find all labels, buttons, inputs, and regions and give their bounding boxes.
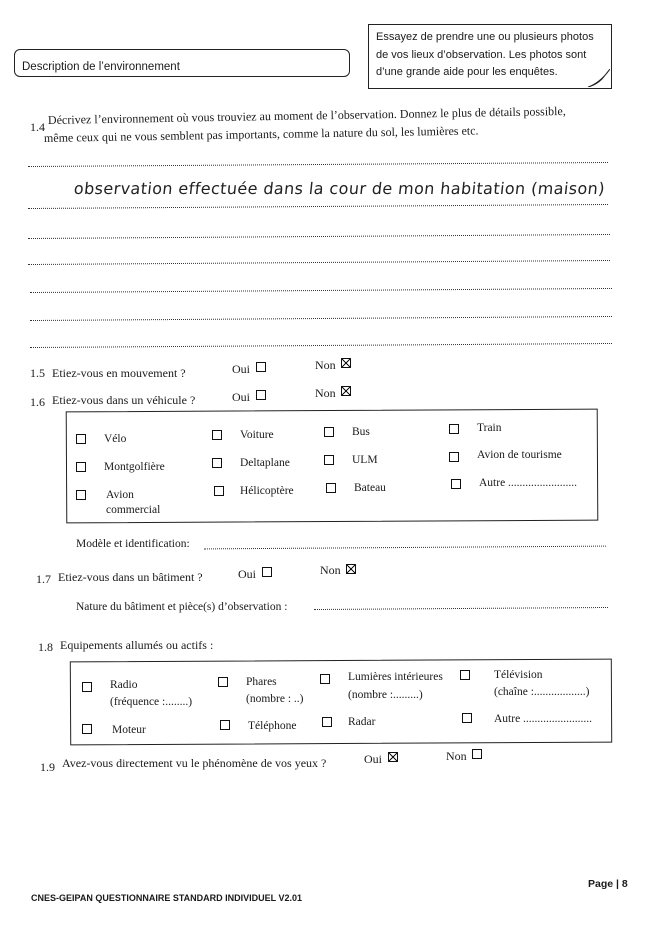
- helicoptere-checkbox[interactable]: [214, 486, 224, 496]
- q19-oui-label: Oui: [364, 752, 382, 766]
- bateau-checkbox[interactable]: [326, 483, 336, 493]
- q14-number: 1.4: [30, 120, 45, 134]
- q17-non-checkbox-checked[interactable]: [346, 564, 356, 574]
- q19-non-checkbox[interactable]: [472, 749, 482, 759]
- helicoptere-label: Hélicoptère: [240, 485, 294, 497]
- avion-tourisme-label: Avion de tourisme: [477, 449, 562, 461]
- montgolfiere-checkbox[interactable]: [76, 462, 86, 472]
- q16-number: 1.6: [30, 395, 45, 409]
- q18-label: Equipements allumés ou actifs :: [60, 638, 214, 652]
- velo-label: Vélo: [104, 433, 127, 445]
- radar-checkbox[interactable]: [322, 717, 332, 727]
- modele-input-line[interactable]: [204, 546, 606, 550]
- page-curl-icon: [588, 69, 610, 87]
- photo-note-line-1: Essayez de prendre une ou plusieurs photos: [376, 31, 594, 43]
- q15-non-checkbox-checked[interactable]: [341, 358, 351, 368]
- q15-label: Etiez-vous en mouvement ?: [52, 366, 186, 380]
- q17-non-label: Non: [320, 563, 341, 577]
- answer-line-5[interactable]: [30, 288, 612, 293]
- radar-label: Radar: [348, 716, 376, 728]
- velo-checkbox[interactable]: [76, 434, 86, 444]
- autre-equipement-label: Autre ........................: [494, 713, 593, 725]
- lumieres-nombre-label: (nombre :.........): [348, 689, 423, 701]
- q14-handwritten-answer: observation effectuée dans la cour de mon habitation (maison): [73, 179, 606, 198]
- ulm-checkbox[interactable]: [324, 455, 334, 465]
- phares-label: Phares: [246, 676, 277, 688]
- answer-line-3[interactable]: [28, 234, 610, 239]
- lumieres-label: Lumières intérieures: [348, 671, 443, 683]
- train-checkbox[interactable]: [449, 424, 459, 434]
- q19-oui-checkbox-checked[interactable]: [388, 752, 398, 762]
- avion-tourisme-checkbox[interactable]: [449, 452, 459, 462]
- television-chaine-label: (chaîne :..................): [494, 686, 590, 698]
- q16-label: Etiez-vous dans un véhicule ?: [52, 393, 196, 407]
- lumieres-checkbox[interactable]: [320, 674, 330, 684]
- q15-number: 1.5: [30, 366, 45, 380]
- bus-checkbox[interactable]: [324, 427, 334, 437]
- radio-checkbox[interactable]: [82, 682, 92, 692]
- nature-batiment-label: Nature du bâtiment et pièce(s) d’observation :: [76, 601, 288, 613]
- voiture-checkbox[interactable]: [212, 430, 222, 440]
- autre-vehicle-label: Autre ........................: [479, 477, 578, 489]
- train-label: Train: [477, 422, 502, 434]
- page-number: Page | 8: [588, 878, 628, 890]
- telephone-label: Téléphone: [248, 720, 297, 732]
- photo-note-line-2: de vos lieux d’observation. Les photos sont: [376, 49, 587, 61]
- answer-line-7[interactable]: [30, 343, 612, 348]
- q17-number: 1.7: [36, 572, 51, 586]
- q19-number: 1.9: [40, 760, 55, 774]
- q16-oui-label: Oui: [232, 390, 250, 404]
- answer-line-6[interactable]: [30, 316, 612, 321]
- voiture-label: Voiture: [240, 429, 274, 441]
- nature-batiment-input-line[interactable]: [314, 607, 608, 610]
- q14-text-line-2: même ceux qui ne vous semblent pas importants, comme la nature du sol, les lumières etc.: [43, 123, 479, 145]
- bus-label: Bus: [352, 426, 370, 438]
- footer-form-id: CNES-GEIPAN QUESTIONNAIRE STANDARD INDIVIDUEL V2.01: [31, 893, 303, 903]
- avion-commercial-label-2: commercial: [106, 504, 161, 516]
- modele-label: Modèle et identification:: [76, 538, 190, 550]
- q16-oui-checkbox[interactable]: [256, 390, 266, 400]
- autre-equipement-checkbox[interactable]: [462, 713, 472, 723]
- photo-note-line-3: d’une grande aide pour les enquêtes.: [376, 66, 558, 78]
- q16-non-label: Non: [315, 386, 336, 400]
- q17-label: Etiez-vous dans un bâtiment ?: [58, 570, 203, 584]
- q17-oui-label: Oui: [238, 567, 256, 581]
- telephone-checkbox[interactable]: [220, 720, 230, 730]
- television-checkbox[interactable]: [460, 670, 470, 680]
- moteur-label: Moteur: [112, 724, 146, 736]
- answer-line-2[interactable]: [28, 204, 608, 209]
- section-title: Description de l’environnement: [22, 61, 180, 73]
- radio-label: Radio: [110, 679, 138, 691]
- answer-line-4[interactable]: [28, 260, 610, 265]
- avion-commercial-label-1: Avion: [106, 489, 134, 501]
- q14-text-line-1: Décrivez l’environnement où vous trouviez au moment de l’observation. Donnez le plus de détails possible,: [47, 103, 566, 127]
- radio-frequence-label: (fréquence :........): [110, 696, 193, 708]
- autre-vehicle-checkbox[interactable]: [451, 479, 461, 489]
- q15-non-label: Non: [315, 358, 336, 372]
- montgolfiere-label: Montgolfière: [104, 461, 165, 473]
- q15-oui-checkbox[interactable]: [256, 362, 266, 372]
- deltaplane-label: Deltaplane: [240, 457, 290, 469]
- avion-commercial-checkbox[interactable]: [76, 490, 86, 500]
- answer-line-1[interactable]: [28, 162, 608, 167]
- bateau-label: Bateau: [354, 482, 386, 494]
- ulm-label: ULM: [352, 454, 378, 466]
- television-label: Télévision: [494, 669, 543, 681]
- moteur-checkbox[interactable]: [82, 724, 92, 734]
- deltaplane-checkbox[interactable]: [212, 458, 222, 468]
- q17-oui-checkbox[interactable]: [262, 567, 272, 577]
- phares-nombre-label: (nombre : ..): [246, 693, 304, 705]
- q18-number: 1.8: [38, 640, 53, 654]
- q15-oui-label: Oui: [232, 362, 250, 376]
- q16-non-checkbox-checked[interactable]: [341, 386, 351, 396]
- phares-checkbox[interactable]: [218, 677, 228, 687]
- q19-label: Avez-vous directement vu le phénomène de vos yeux ?: [62, 756, 327, 770]
- q19-non-label: Non: [446, 749, 467, 763]
